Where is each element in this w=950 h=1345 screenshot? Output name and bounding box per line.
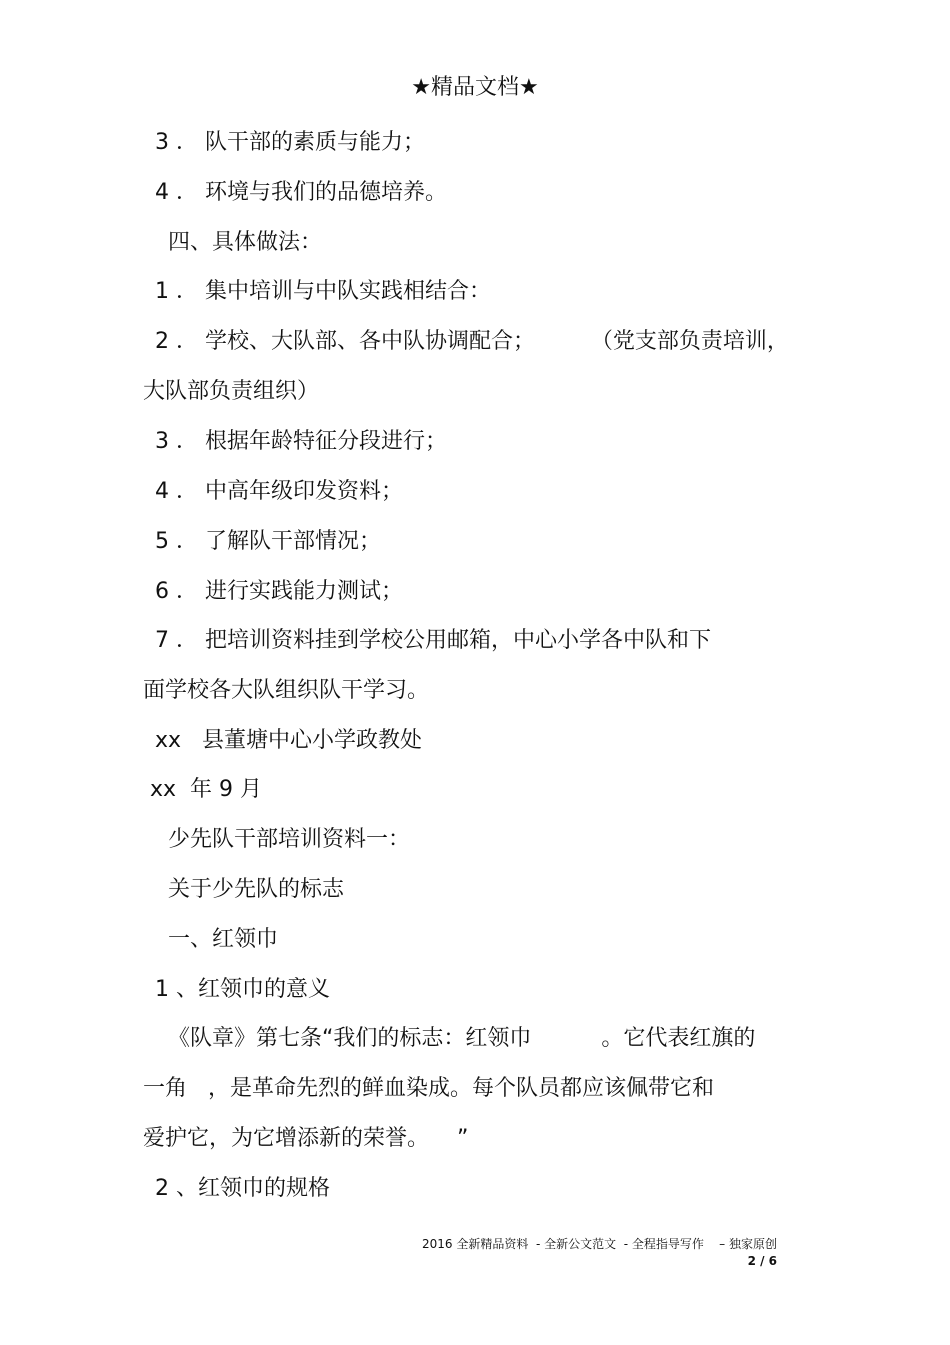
page-number: 2 / 6 [747,1254,777,1268]
text-line: 7 ． 把培训资料挂到学校公用邮箱，中心小学各中队和下 [155,628,711,653]
text-line: 《队章》第七条“我们的标志：红领巾 。它代表红旗的 [168,1026,756,1051]
page-footer-text: 2016 全新精品资料 - 全新公文范文 - 全程指导写作 – 独家原创 [422,1237,777,1251]
text-line: 4 ． 中高年级印发资料； [155,479,403,504]
text-line: 3 ． 队干部的素质与能力； [155,130,425,155]
text-line: 大队部负责组织） [143,379,320,404]
text-line: xx 年 9 月 [150,777,263,802]
text-line: 关于少先队的标志 [168,877,345,902]
text-line: xx 县董塘中心小学政教处 [155,728,423,753]
text-line: 爱护它，为它增添新的荣誉。 ” [143,1126,469,1151]
text-line: 四、具体做法： [168,230,323,255]
text-line: 5 ． 了解队干部情况； [155,529,381,554]
text-line: 一角 ，是革命先烈的鲜血染成。每个队员都应该佩带它和 [143,1076,714,1101]
text-line: 4 ． 环境与我们的品德培养。 [155,180,447,205]
text-line: 1 ． 集中培训与中队实践相结合： [155,279,491,304]
text-line: 少先队干部培训资料一： [168,827,411,852]
text-line: 3 ． 根据年龄特征分段进行； [155,429,447,454]
text-line: 6 ． 进行实践能力测试； [155,579,403,604]
text-line: 2 、红领巾的规格 [155,1176,330,1201]
text-line: 2 ． 学校、大队部、各中队协调配合； （党支部负责培训， [155,329,789,354]
page-header-title: ★精品文档★ [411,75,539,100]
text-line: 1 、红领巾的意义 [155,977,330,1002]
text-line: 一、红领巾 [168,927,279,952]
text-line: 面学校各大队组织队干学习。 [143,678,430,703]
